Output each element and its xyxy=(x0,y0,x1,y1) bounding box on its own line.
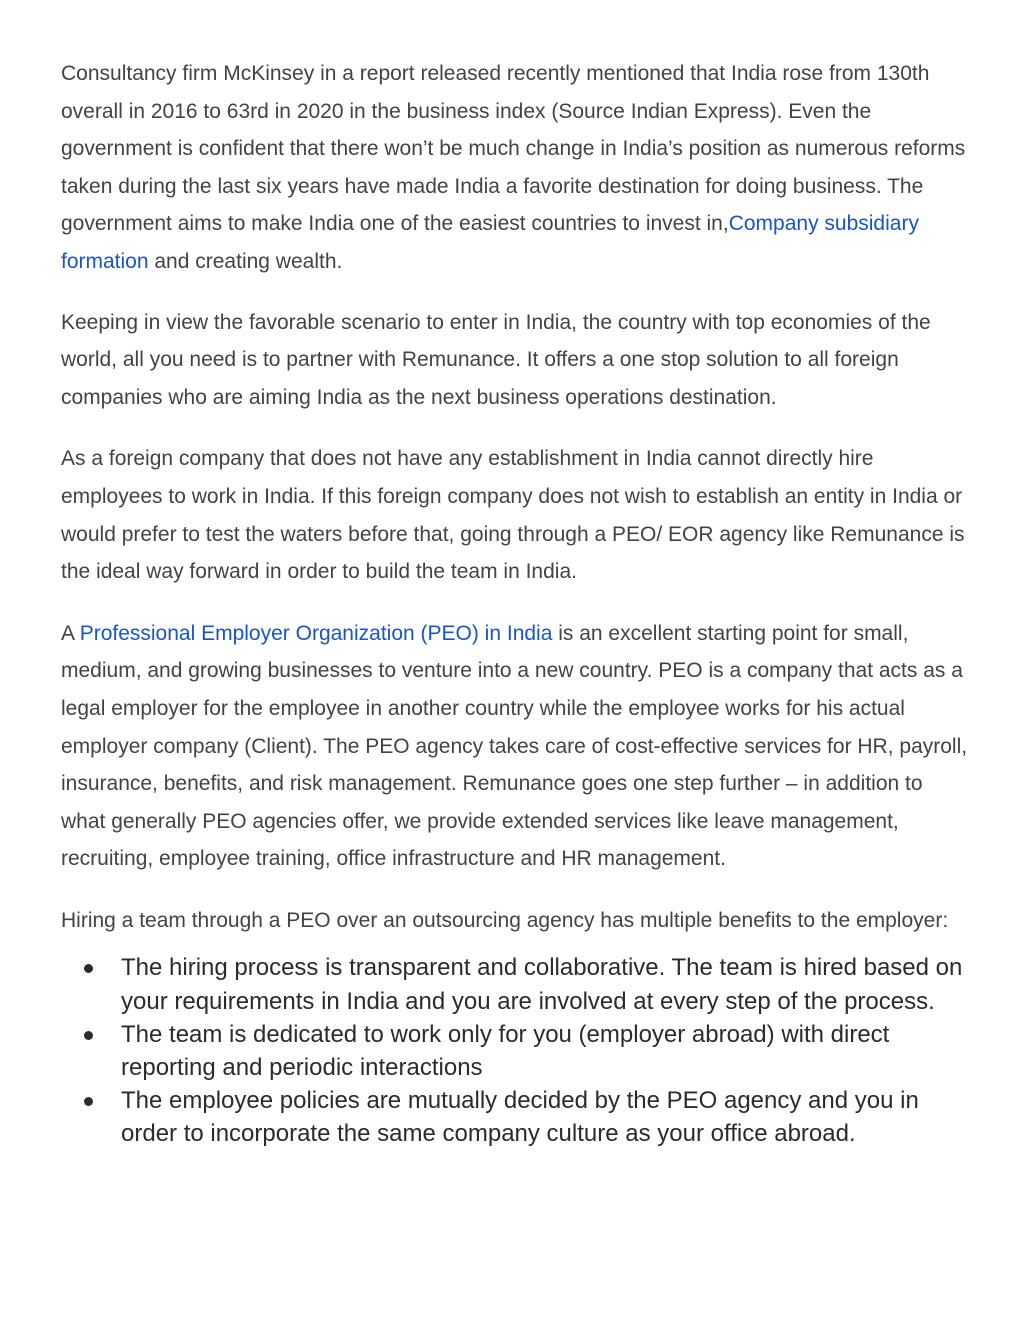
list-item-text: The employee policies are mutually decided by the PEO agency and you in order to incorporate the same company culture as your office abroad. xyxy=(121,1087,919,1148)
bullet-icon xyxy=(84,964,93,973)
peo-in-india-link[interactable]: Professional Employer Organization (PEO) in India xyxy=(79,621,553,645)
paragraph-text: and creating wealth. xyxy=(148,249,343,273)
bullet-icon xyxy=(84,1097,93,1106)
paragraph-text: A xyxy=(61,621,80,645)
paragraph-benefits-intro: Hiring a team through a PEO over an outsourcing agency has multiple benefits to the employer: xyxy=(61,908,949,932)
paragraph-peo-intro xyxy=(61,615,971,878)
paragraph-foreign-company: As a foreign company that does not have any establishment in India cannot directly hire employees to work in India. If this foreign company does not wish to establish an entity in India or would prefer to test the waters before that, going through a PEO/ EOR agency like Remunance is the ideal way forward in order to build the team in India. xyxy=(61,447,965,584)
document-page xyxy=(61,55,971,1151)
benefits-list xyxy=(61,951,971,1150)
paragraph-remunance-partner: Keeping in view the favorable scenario to enter in India, the country with top economies of the world, all you need is to partner with Remunance. It offers a one stop solution to all foreign companies who are aiming India as the next business operations destination. xyxy=(61,310,931,409)
list-item xyxy=(121,1018,971,1084)
paragraph-text: Consultancy firm McKinsey in a report released recently mentioned that India rose from 130th overall in 2016 to 63rd in 2020 in the business index (Source Indian Express). Even the government is confident that there won’t be much change in India’s position as numerous reforms taken during the last six years have made India a favorite destination for doing business. The government aims to make India one of the easiest countries to invest in, xyxy=(61,62,966,236)
list-item xyxy=(121,1084,971,1150)
company-subsidiary-formation-link[interactable]: Company subsidiary formation xyxy=(61,212,919,273)
list-item-text: The hiring process is transparent and collaborative. The team is hired based on your requirements in India and you are involved at every step of the process. xyxy=(121,954,963,1015)
list-item xyxy=(121,951,971,1017)
bullet-icon xyxy=(84,1031,93,1040)
paragraph-mckinsey-report xyxy=(61,55,971,281)
list-item-text: The team is dedicated to work only for you (employer abroad) with direct reporting and periodic interactions xyxy=(121,1020,890,1082)
paragraph-text: is an excellent starting point for small, medium, and growing businesses to venture into a new country. PEO is a company that acts as a legal employer for the employee in another country while the employee works for his actual employer company (Client). The PEO agency takes care of cost-effective services for HR, payroll, insurance, benefits, and risk management. Remunance goes one step further – in addition to what generally PEO agencies offer, we provide extended services like leave management, recruiting, employee training, office infrastructure and HR management. xyxy=(61,621,968,871)
